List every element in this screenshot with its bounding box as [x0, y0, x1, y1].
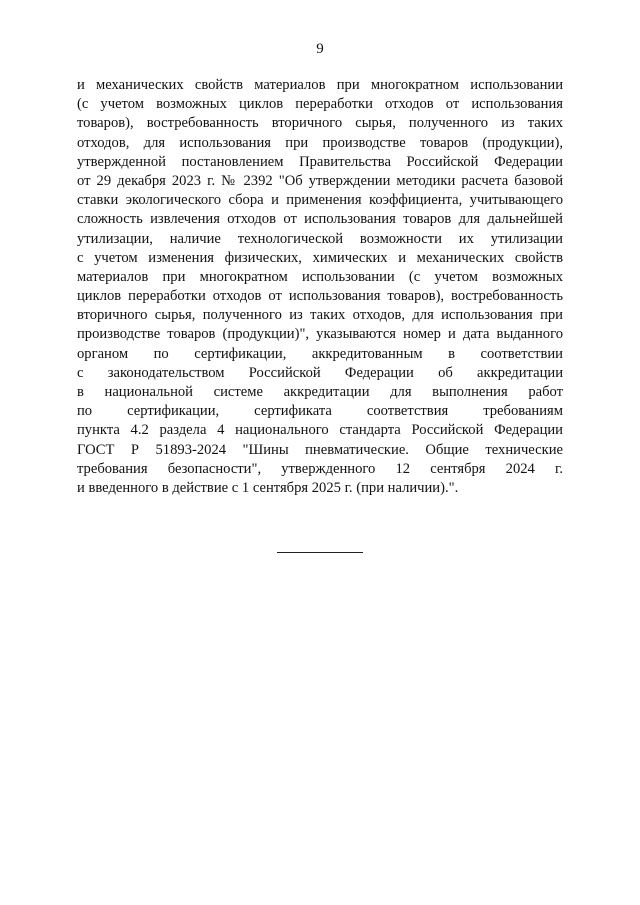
- text-line: (с учетом возможных циклов переработки отходов от использования: [77, 96, 563, 113]
- text-line: в национальной системе аккредитации для выполнения работ: [77, 384, 563, 400]
- text-line: материалов при многократном использовании (с учетом возможных: [77, 268, 563, 285]
- text-line: ставки экологического сбора и применения коэффициента, учитывающего: [77, 192, 563, 209]
- text-line: отходов, для использования при производстве товаров (продукции),: [77, 134, 563, 151]
- text-line: сложность извлечения отходов от использования товаров для дальнейшей: [77, 211, 563, 228]
- text-line: циклов переработки отходов от использования товаров), востребованность: [77, 288, 563, 305]
- text-line: требования безопасности", утвержденного 12 сентября 2024 г.: [77, 460, 563, 477]
- text-line: утилизации, наличие технологической возможности их утилизации: [77, 230, 563, 247]
- text-line: производстве товаров (продукции)", указываются номер и дата выданного: [77, 326, 563, 343]
- text-line: по сертификации, сертификата соответствия требованиям: [77, 403, 563, 420]
- page-number: 9: [316, 41, 324, 57]
- body-paragraph: [77, 76, 563, 498]
- text-line-last: и введенного в действие с 1 сентября 2025 г. (при наличии).".: [77, 479, 459, 496]
- text-line: товаров), востребованность вторичного сырья, полученного из таких: [77, 115, 563, 132]
- text-line: и механических свойств материалов при многократном использовании: [77, 77, 563, 93]
- text-line: с законодательством Российской Федерации об аккредитации: [77, 364, 563, 381]
- text-line: с учетом изменения физических, химических и механических свойств: [77, 249, 563, 266]
- text-line: пункта 4.2 раздела 4 национального стандарта Российской Федерации: [77, 422, 563, 439]
- text-line: от 29 декабря 2023 г. № 2392 "Об утверждении методики расчета базовой: [77, 172, 563, 189]
- end-divider: [277, 552, 363, 553]
- text-line: утвержденной постановлением Правительства Российской Федерации: [77, 153, 563, 170]
- text-line: органом по сертификации, аккредитованным в соответствии: [77, 345, 563, 362]
- text-line: ГОСТ Р 51893-2024 "Шины пневматические. Общие технические: [77, 441, 563, 458]
- text-line: вторичного сырья, полученного из таких отходов, для использования при: [77, 307, 563, 324]
